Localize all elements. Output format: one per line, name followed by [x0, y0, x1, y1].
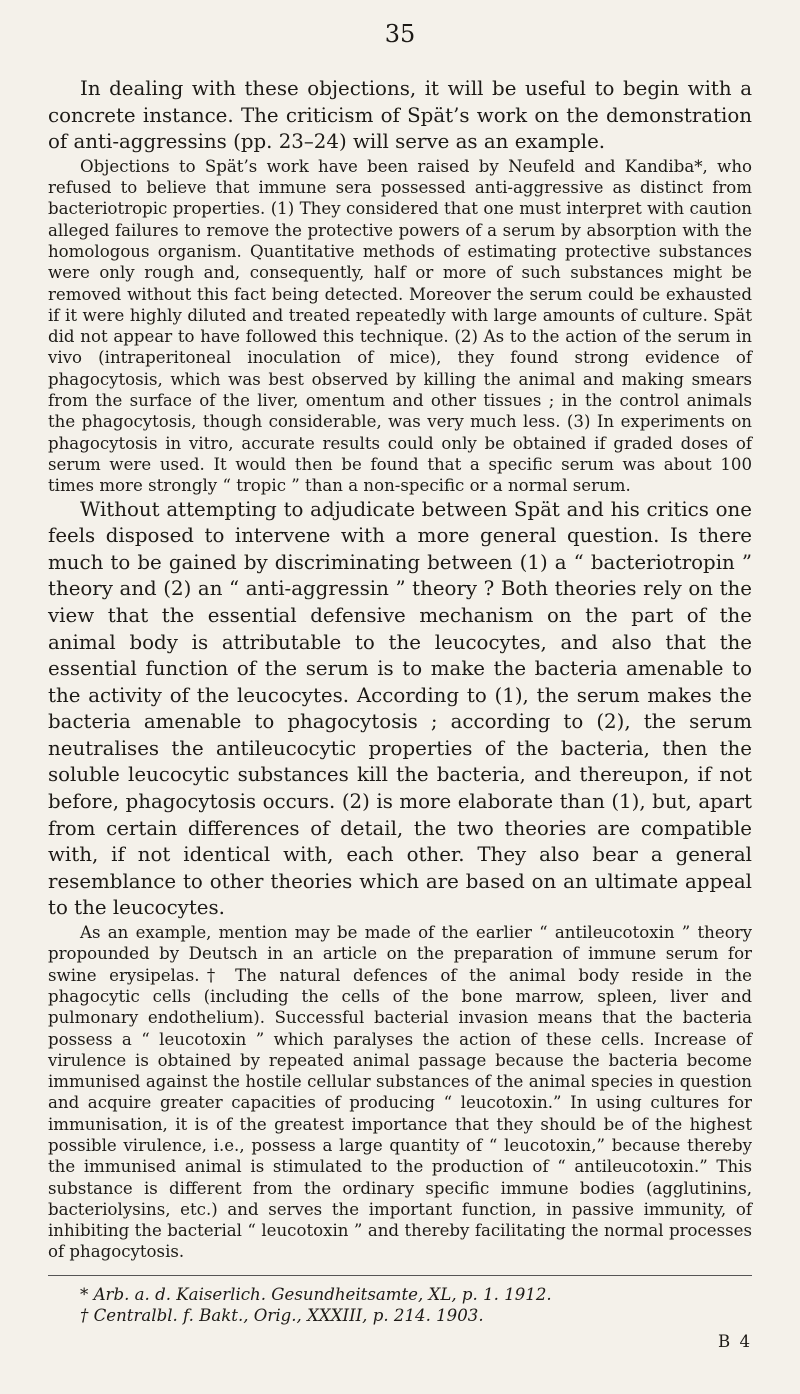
footnote-1	[48, 1284, 752, 1305]
page-number: 35	[384, 20, 416, 48]
footnote-1-text: * Arb. a. d. Kaiserlich. Gesundheitsamte, XL, p. 1. 1912.	[80, 1284, 552, 1304]
paragraph-theories: Without attempting to adjudicate between Spät and his critics one feels disposed to intervene with a more general question. Is there much to be gained by discriminating between (1) a “ bacteriotropin ” theory and (2) an “ anti-aggressin ” theory ? Both theories rely on the view that the essential defensive mechanism on the part of the animal body is attributable to the leucocytes, and also that the essential function of the serum is to make the bacteria amenable to the activity of the leucocytes. According to (1), the serum makes the bacteria amenable to phagocytosis ; according to (2), the serum neutralises the antileucocytic properties of the bacteria, then the soluble leucocytic substances kill the bacteria, and thereupon, if not before, phagocytosis occurs. (2) is more elaborate than (1), but, apart from certain differences of detail, the two theories are compatible with, if not identical with, each other. They also bear a general resemblance to other theories which are based on an ultimate appeal to the leucocytes.	[48, 497, 752, 920]
footnote-2	[48, 1305, 752, 1326]
paragraph-intro: In dealing with these objections, it will be useful to begin with a concrete instance. The criticism of Spät’s work on the demonstration of anti-aggressins (pp. 23–24) will serve as an example.	[48, 77, 752, 154]
footnote-2-text: † Centralbl. f. Bakt., Orig., XXXIII, p. 214. 1903.	[80, 1306, 484, 1326]
signature-mark: B 4	[717, 1332, 752, 1352]
paragraph-antileucotoxin: As an example, mention may be made of the earlier “ antileucotoxin ” theory propounded by Deutsch in an article on the preparation of immune serum for swine erysipelas.† The natural defences of the animal body reside in the phagocytic cells (including the cells of the bone marrow, spleen, liver and pulmonary endothelium). Successful bacterial invasion means that the bacteria possess a “ leucotoxin ” which paralyses the action of these cells. Increase of virulence is obtained by repeated animal passage because the bacteria become immunised against the hostile cellular substances of the animal species in question and acquire greater capacities of producing “ leucotoxin.” In using cultures for immunisation, it is of the greatest importance that they should be of the highest possible virulence, i.e., possess a large quantity of “ leucotoxin,” because thereby the immunised animal is stimulated to the production of “ antileucotoxin.” This substance is different from the ordinary specific immune bodies (agglutinins, bacteriolysins, etc.) and serves the important function, in passive immunity, of inhibiting the bacterial “ leucotoxin ” and thereby facilitating the normal processes of phagocytosis.	[48, 923, 752, 1262]
paragraph-objections: Objections to Spät’s work have been raised by Neufeld and Kandiba*, who refused to believe that immune sera possessed anti-aggressive as distinct from bacteriotropic properties. (1) They considered that one must interpret with caution alleged failures to remove the protective powers of a serum by absorption with the homologous organism. Quantitative methods of estimating protective substances were only rough and, consequently, half or more of such substances might be removed without this fact being detected. Moreover the serum could be exhausted if it were highly diluted and treated repeatedly with large amounts of culture. Spät did not appear to have followed this technique. (2) As to the action of the serum in vivo (intraperitoneal inoculation of mice), they found strong evidence of phagocytosis, which was best observed by killing the animal and making smears from the surface of the liver, omentum and other tissues ; in the control animals the phagocytosis, though considerable, was very much less. (3) In experiments on phagocytosis in vitro, accurate results could only be obtained if graded doses of serum were used. It would then be found that a specific serum was about 100 times more strongly “ tropic ” than a non-specific or a normal serum.	[48, 156, 752, 496]
footnote-divider	[48, 1275, 752, 1276]
page	[48, 20, 752, 1351]
